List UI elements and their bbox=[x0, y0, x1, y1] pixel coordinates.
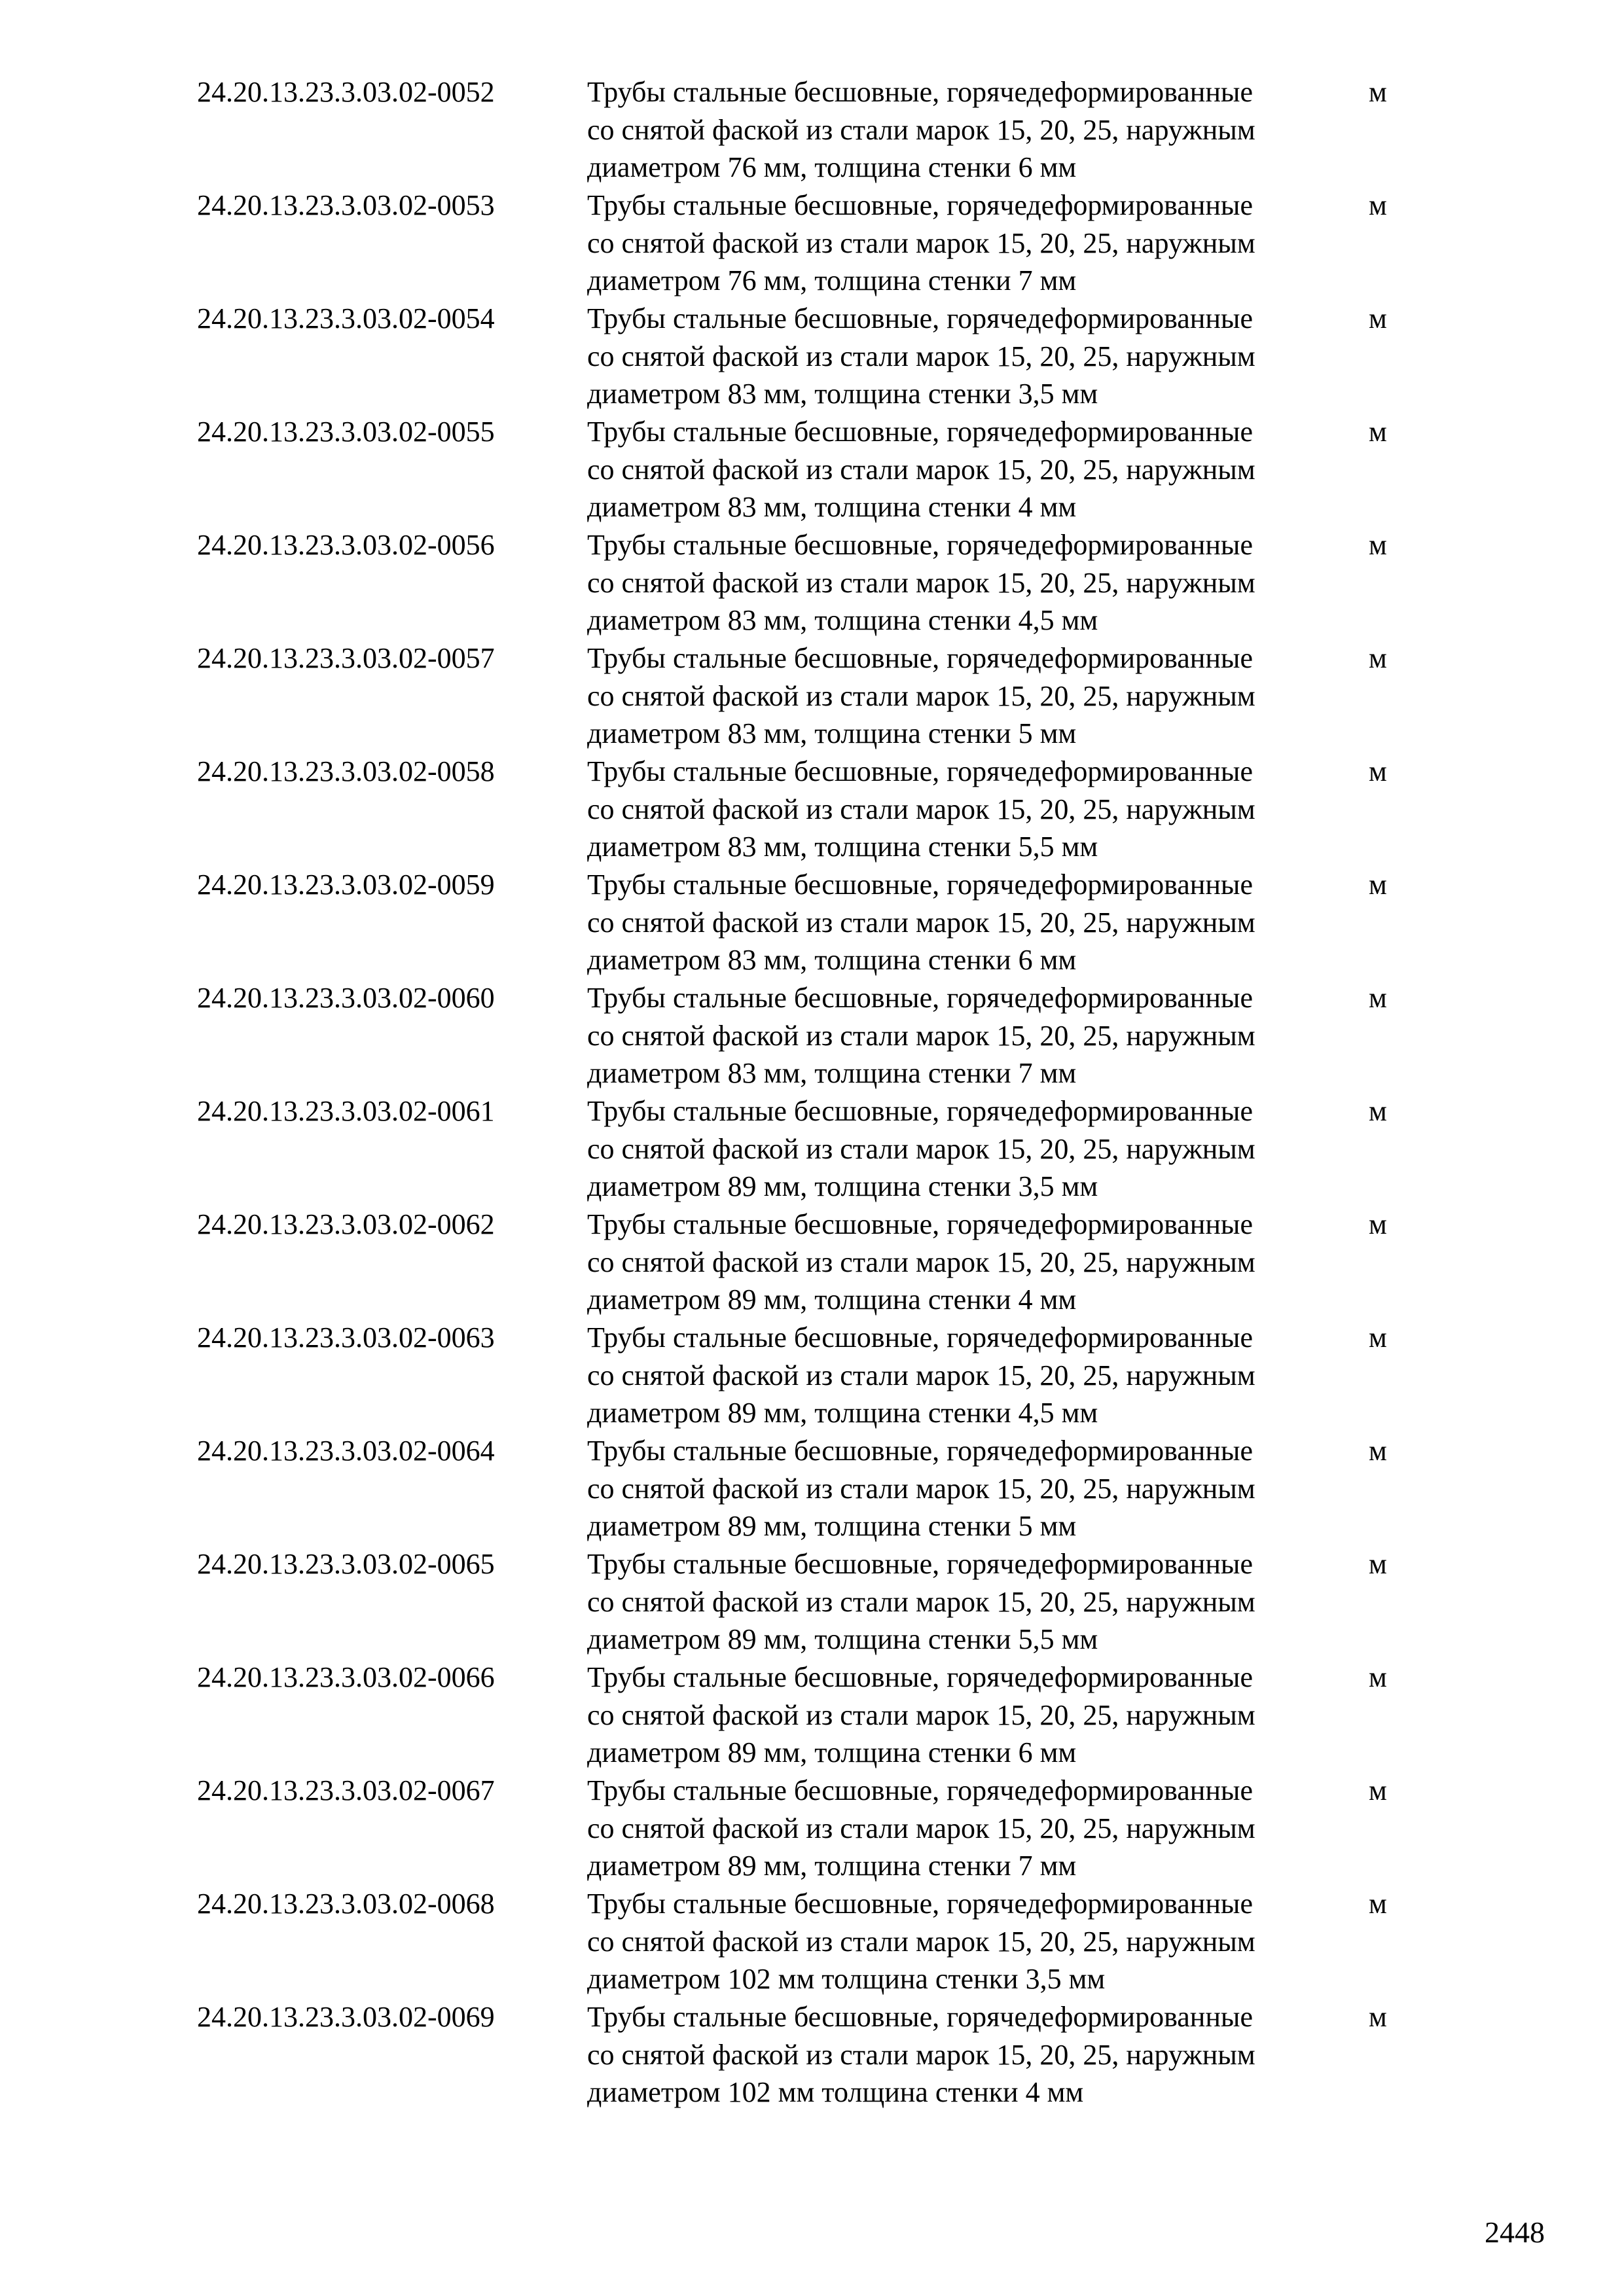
list-item bbox=[197, 413, 1441, 526]
list-item bbox=[197, 753, 1441, 866]
description-line: диаметром 83 мм, толщина стенки 3,5 мм bbox=[587, 378, 1098, 410]
entry-code: 24.20.13.23.3.03.02-0069 bbox=[197, 2001, 495, 2033]
description-line: со снятой фаской из стали марок 15, 20, 25, наружным bbox=[587, 226, 1255, 259]
list-item bbox=[197, 1772, 1441, 1885]
description-line: Трубы стальные бесшовные, горячедеформированные bbox=[587, 2001, 1253, 2033]
list-item bbox=[197, 1885, 1441, 1998]
description-line: со снятой фаской из стали марок 15, 20, 25, наружным bbox=[587, 1132, 1255, 1165]
list-item bbox=[197, 1545, 1441, 1659]
description-line: Трубы стальные бесшовные, горячедеформированные bbox=[587, 1888, 1253, 1920]
description-line: со снятой фаской из стали марок 15, 20, 25, наружным bbox=[587, 1246, 1255, 1278]
entry-description bbox=[587, 300, 1373, 413]
entry-code: 24.20.13.23.3.03.02-0064 bbox=[197, 1435, 495, 1467]
entry-description bbox=[587, 979, 1373, 1092]
list-item bbox=[197, 1998, 1441, 2111]
entry-description bbox=[587, 1998, 1373, 2111]
description-line: Трубы стальные бесшовные, горячедеформированные bbox=[587, 76, 1253, 108]
entry-unit: м bbox=[1369, 1888, 1387, 1920]
description-line: диаметром 83 мм, толщина стенки 5 мм bbox=[587, 717, 1077, 750]
list-item bbox=[197, 526, 1441, 639]
description-line: диаметром 102 мм толщина стенки 3,5 мм bbox=[587, 1963, 1106, 1996]
description-line: диаметром 83 мм, толщина стенки 5,5 мм bbox=[587, 831, 1098, 863]
description-line: со снятой фаской из стали марок 15, 20, 25, наружным bbox=[587, 453, 1255, 486]
entry-unit: м bbox=[1369, 1208, 1387, 1240]
list-item bbox=[197, 1092, 1441, 1206]
description-line: со снятой фаской из стали марок 15, 20, 25, наружным bbox=[587, 1359, 1255, 1391]
description-line: со снятой фаской из стали марок 15, 20, 25, наружным bbox=[587, 793, 1255, 825]
description-line: со снятой фаской из стали марок 15, 20, 25, наружным bbox=[587, 1698, 1255, 1731]
description-line: Трубы стальные бесшовные, горячедеформированные bbox=[587, 1208, 1253, 1240]
entry-code: 24.20.13.23.3.03.02-0061 bbox=[197, 1095, 495, 1127]
entry-description bbox=[587, 413, 1373, 526]
description-line: диаметром 76 мм, толщина стенки 7 мм bbox=[587, 264, 1077, 297]
entry-code: 24.20.13.23.3.03.02-0059 bbox=[197, 869, 495, 901]
description-line: Трубы стальные бесшовные, горячедеформированные bbox=[587, 869, 1253, 901]
description-line: диаметром 89 мм, толщина стенки 4,5 мм bbox=[587, 1397, 1098, 1429]
entry-code: 24.20.13.23.3.03.02-0062 bbox=[197, 1208, 495, 1240]
entry-unit: м bbox=[1369, 1321, 1387, 1354]
list-item bbox=[197, 1432, 1441, 1545]
entry-unit: м bbox=[1369, 1661, 1387, 1693]
entry-description bbox=[587, 1772, 1373, 1885]
description-line: диаметром 89 мм, толщина стенки 5,5 мм bbox=[587, 1623, 1098, 1656]
description-line: Трубы стальные бесшовные, горячедеформированные bbox=[587, 1548, 1253, 1580]
description-line: Трубы стальные бесшовные, горячедеформированные bbox=[587, 529, 1253, 561]
entry-description bbox=[587, 1659, 1373, 1772]
entry-description bbox=[587, 639, 1373, 753]
description-line: со снятой фаской из стали марок 15, 20, 25, наружным bbox=[587, 906, 1255, 939]
entry-code: 24.20.13.23.3.03.02-0063 bbox=[197, 1321, 495, 1354]
entry-description bbox=[587, 1885, 1373, 1998]
list-item bbox=[197, 979, 1441, 1092]
entry-code: 24.20.13.23.3.03.02-0060 bbox=[197, 982, 495, 1014]
entry-description bbox=[587, 73, 1373, 187]
description-line: со снятой фаской из стали марок 15, 20, 25, наружным bbox=[587, 113, 1255, 146]
entry-unit: м bbox=[1369, 1435, 1387, 1467]
entry-description bbox=[587, 1092, 1373, 1206]
description-line: со снятой фаской из стали марок 15, 20, 25, наружным bbox=[587, 1812, 1255, 1844]
entry-code: 24.20.13.23.3.03.02-0066 bbox=[197, 1661, 495, 1693]
entry-unit: м bbox=[1369, 869, 1387, 901]
entry-code: 24.20.13.23.3.03.02-0052 bbox=[197, 76, 495, 108]
entry-description bbox=[587, 1206, 1373, 1319]
description-line: диаметром 89 мм, толщина стенки 5 мм bbox=[587, 1510, 1077, 1543]
entry-unit: м bbox=[1369, 1774, 1387, 1806]
description-line: Трубы стальные бесшовные, горячедеформированные bbox=[587, 755, 1253, 787]
description-line: со снятой фаской из стали марок 15, 20, 25, наружным bbox=[587, 566, 1255, 599]
description-line: Трубы стальные бесшовные, горячедеформированные bbox=[587, 1321, 1253, 1354]
description-line: со снятой фаской из стали марок 15, 20, 25, наружным bbox=[587, 1925, 1255, 1958]
entry-unit: м bbox=[1369, 189, 1387, 221]
entry-code: 24.20.13.23.3.03.02-0067 bbox=[197, 1774, 495, 1806]
entry-code: 24.20.13.23.3.03.02-0056 bbox=[197, 529, 495, 561]
entry-description bbox=[587, 753, 1373, 866]
entry-code: 24.20.13.23.3.03.02-0057 bbox=[197, 642, 495, 674]
entry-unit: м bbox=[1369, 755, 1387, 787]
description-line: Трубы стальные бесшовные, горячедеформированные bbox=[587, 982, 1253, 1014]
entry-description bbox=[587, 526, 1373, 639]
description-line: диаметром 89 мм, толщина стенки 4 мм bbox=[587, 1283, 1077, 1316]
description-line: со снятой фаской из стали марок 15, 20, 25, наружным bbox=[587, 1019, 1255, 1052]
list-item bbox=[197, 1319, 1441, 1432]
description-line: диаметром 83 мм, толщина стенки 4 мм bbox=[587, 491, 1077, 524]
entry-code: 24.20.13.23.3.03.02-0065 bbox=[197, 1548, 495, 1580]
description-line: со снятой фаской из стали марок 15, 20, 25, наружным bbox=[587, 1585, 1255, 1618]
entry-unit: м bbox=[1369, 1095, 1387, 1127]
description-line: Трубы стальные бесшовные, горячедеформированные bbox=[587, 1661, 1253, 1693]
entry-description bbox=[587, 866, 1373, 979]
description-line: Трубы стальные бесшовные, горячедеформированные bbox=[587, 642, 1253, 674]
list-item bbox=[197, 639, 1441, 753]
description-line: диаметром 89 мм, толщина стенки 3,5 мм bbox=[587, 1170, 1098, 1203]
description-line: диаметром 89 мм, толщина стенки 6 мм bbox=[587, 1736, 1077, 1769]
entry-unit: м bbox=[1369, 529, 1387, 561]
description-line: диаметром 83 мм, толщина стенки 4,5 мм bbox=[587, 604, 1098, 637]
description-line: Трубы стальные бесшовные, горячедеформированные bbox=[587, 1435, 1253, 1467]
list-item bbox=[197, 1206, 1441, 1319]
list-item bbox=[197, 866, 1441, 979]
description-line: диаметром 83 мм, толщина стенки 6 мм bbox=[587, 944, 1077, 977]
description-line: Трубы стальные бесшовные, горячедеформированные bbox=[587, 302, 1253, 334]
entry-unit: м bbox=[1369, 302, 1387, 334]
description-line: Трубы стальные бесшовные, горячедеформированные bbox=[587, 416, 1253, 448]
entry-unit: м bbox=[1369, 76, 1387, 108]
description-line: со снятой фаской из стали марок 15, 20, 25, наружным bbox=[587, 2038, 1255, 2071]
list-item bbox=[197, 1659, 1441, 1772]
description-line: Трубы стальные бесшовные, горячедеформированные bbox=[587, 189, 1253, 221]
description-line: диаметром 76 мм, толщина стенки 6 мм bbox=[587, 151, 1077, 184]
entry-code: 24.20.13.23.3.03.02-0068 bbox=[197, 1888, 495, 1920]
entry-description bbox=[587, 187, 1373, 300]
entry-unit: м bbox=[1369, 982, 1387, 1014]
description-line: диаметром 83 мм, толщина стенки 7 мм bbox=[587, 1057, 1077, 1090]
entry-unit: м bbox=[1369, 416, 1387, 448]
description-line: со снятой фаской из стали марок 15, 20, 25, наружным bbox=[587, 679, 1255, 712]
description-line: Трубы стальные бесшовные, горячедеформированные bbox=[587, 1774, 1253, 1806]
entry-description bbox=[587, 1432, 1373, 1545]
list-item bbox=[197, 73, 1441, 187]
entry-unit: м bbox=[1369, 2001, 1387, 2033]
entry-code: 24.20.13.23.3.03.02-0058 bbox=[197, 755, 495, 787]
description-line: диаметром 102 мм толщина стенки 4 мм bbox=[587, 2076, 1084, 2109]
entry-code: 24.20.13.23.3.03.02-0053 bbox=[197, 189, 495, 221]
description-line: со снятой фаской из стали марок 15, 20, 25, наружным bbox=[587, 340, 1255, 372]
entry-code: 24.20.13.23.3.03.02-0054 bbox=[197, 302, 495, 334]
entries-list bbox=[197, 73, 1441, 2111]
list-item bbox=[197, 187, 1441, 300]
entry-description bbox=[587, 1545, 1373, 1659]
entry-description bbox=[587, 1319, 1373, 1432]
entry-unit: м bbox=[1369, 642, 1387, 674]
description-line: Трубы стальные бесшовные, горячедеформированные bbox=[587, 1095, 1253, 1127]
entry-unit: м bbox=[1369, 1548, 1387, 1580]
entry-code: 24.20.13.23.3.03.02-0055 bbox=[197, 416, 495, 448]
description-line: диаметром 89 мм, толщина стенки 7 мм bbox=[587, 1850, 1077, 1882]
list-item bbox=[197, 300, 1441, 413]
page-number: 2448 bbox=[1485, 2215, 1545, 2249]
description-line: со снятой фаской из стали марок 15, 20, 25, наружным bbox=[587, 1472, 1255, 1505]
